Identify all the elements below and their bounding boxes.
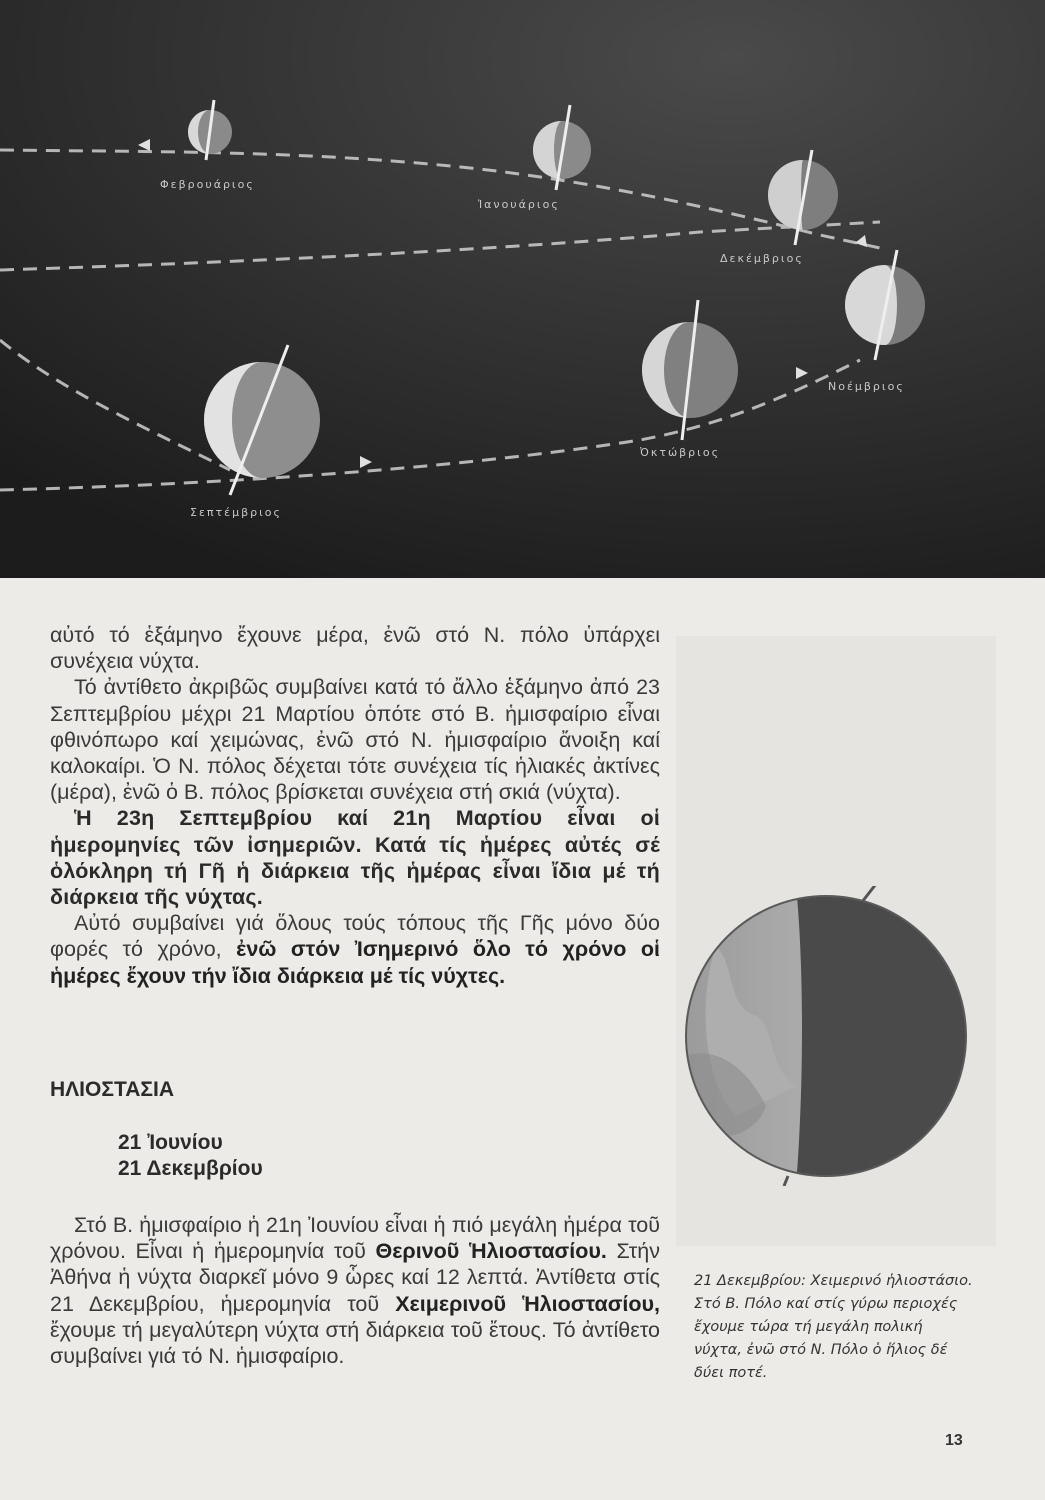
orbit-photograph xyxy=(0,0,1045,578)
solstices-heading: ΗΛΙΟΣΤΑΣΙΑ xyxy=(50,1078,174,1101)
globe-illustration xyxy=(676,886,996,1186)
paragraph-4 xyxy=(50,910,660,989)
paragraph-2: Τό ἀντίθετο ἀκριβῶς συμβαίνει κατά τό ἄλλο ἑξάμηνο ἀπό 23 Σεπτεμβρίου μέχρι 21 Μαρτίου ὁπότε στό Β. ἡμισφαίριο εἶναι φθινόπωρο καί χειμώνας, ἐνῶ στό Ν. ἡμισφαίριο ἄνοιξη καί καλοκαίρι. Ὁ Ν. πόλος δέχεται τότε συνέχεια τίς ἡλιακές ἀκτίνες (μέρα), ἐνῶ ὁ Β. πόλος βρίσκεται συνέχεια στή σκιά (νύχτα). xyxy=(50,675,660,805)
solstice-text-column xyxy=(50,1212,660,1369)
label-october: Ὀκτώβριος xyxy=(640,446,721,459)
winter-solstice-term: Χειμερινοῦ Ἡλιοστασίου, xyxy=(395,1291,660,1316)
paragraph-4-start: Αὐτό συμβαίνει γιά ὅλους τούς τόπους τῆς Γῆς μόνο δύο φορές τό χρόνο, xyxy=(50,911,660,962)
solstice-paragraph xyxy=(50,1212,660,1369)
paragraph-1: αὐτό τό ἑξάμηνο ἔχουνε μέρα, ἐνῶ στό Ν. πόλο ὑπάρχει συνέχεια νύχτα. xyxy=(50,623,660,674)
page-number: 13 xyxy=(945,1432,963,1449)
label-september: Σεπτέμβριος xyxy=(190,506,282,519)
globe-photograph xyxy=(676,636,996,1246)
paragraph-equinoxes: Ἡ 23η Σεπτεμβρίου καί 21η Μαρτίου εἶναι οἱ ἡμερομηνίες τῶν ἰσημεριῶν. Κατά τίς ἡμέρες αὐτές σέ ὁλόκληρη τή Γῆ ἡ διάρκεια τῆς ἡμέρας εἶναι ἴδια μέ τή διάρκεια τῆς νύχτας. xyxy=(50,806,660,910)
label-january: Ἰανουάριος xyxy=(478,198,560,211)
globe-caption: 21 Δεκεμβρίου: Χειμερινό ἡλιοστάσιο. Στό Β. Πόλο καί στίς γύρω περιοχές ἔχουμε τώρα τή μεγάλη πολική νύχτα, ἐνῶ στό Ν. Πόλο ὁ ἥλιος δέ δύει ποτέ. xyxy=(694,1273,973,1381)
label-february: Φεβρουάριος xyxy=(160,178,255,191)
solstice-dates xyxy=(118,1130,263,1182)
solstice-text-part-2: Στήν Ἀθήνα ἡ νύχτα διαρκεῖ μόνο 9 ὧρες καί 12 λεπτά. Ἀντίθετα στίς 21 Δεκεμβρίου, ἡμερομηνία τοῦ xyxy=(50,1239,660,1316)
solstice-text-part-1: Στό Β. ἡμισφαίριο ἡ 21η Ἰουνίου εἶναι ἡ πιό μεγάλη ἡμέρα τοῦ χρόνου. Εἶναι ἡ ἡμερομηνία τοῦ xyxy=(50,1213,660,1264)
solstice-date-june: 21 Ἰουνίου xyxy=(118,1131,223,1154)
summer-solstice-term: Θερινοῦ Ἡλιοστασίου. xyxy=(375,1239,607,1264)
paragraph-4-bold: ἐνῶ στόν Ἰσημερινό ὅλο τό χρόνο οἱ ἡμέρες ἔχουν τήν ἴδια διάρκεια μέ τίς νύχτες. xyxy=(50,937,660,988)
solstice-date-december: 21 Δεκεμβρίου xyxy=(118,1157,263,1180)
label-december: Δεκέμβριος xyxy=(720,252,804,265)
main-text-column xyxy=(50,622,660,989)
label-november: Νοέμβριος xyxy=(828,380,905,393)
solstice-text-part-3: ἔχουμε τή μεγαλύτερη νύχτα στή διάρκεια τοῦ ἔτους. Τό ἀντίθετο συμβαίνει γιά τό Ν. ἡμισφαίριο. xyxy=(50,1317,660,1369)
